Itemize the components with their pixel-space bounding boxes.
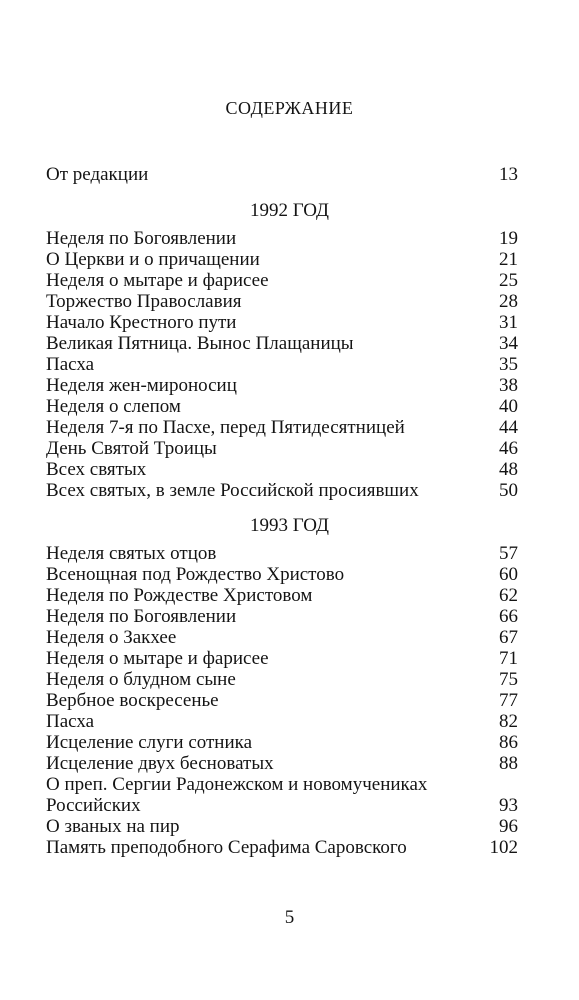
section-heading-1992: 1992 ГОД (250, 200, 329, 221)
toc-entry[interactable] (46, 564, 518, 586)
toc-entry[interactable] (46, 648, 518, 670)
toc-entry[interactable] (46, 774, 518, 796)
toc-entry-page: 19 (499, 228, 518, 249)
toc-entry-page: 57 (499, 543, 518, 564)
toc-entry-page: 13 (499, 164, 518, 185)
toc-entry[interactable] (46, 837, 518, 859)
toc-entry[interactable] (46, 543, 518, 565)
toc-entry-page: 88 (499, 753, 518, 774)
page-number: 5 (284, 907, 295, 928)
toc-entry-title: Пасха (46, 354, 95, 375)
toc-entry-title: Пасха (46, 711, 95, 732)
contents-title: СОДЕРЖАНИЕ (225, 98, 354, 118)
toc-entry[interactable] (46, 753, 518, 775)
toc-entry[interactable] (46, 795, 518, 817)
toc-entry[interactable] (46, 417, 518, 439)
toc-entry[interactable] (46, 375, 518, 397)
toc-entry[interactable] (46, 249, 518, 271)
toc-entry-page: 93 (499, 795, 518, 816)
toc-entry-page: 60 (499, 564, 518, 585)
toc-entry-title: О званых на пир (46, 816, 180, 837)
toc-entry-page: 75 (499, 669, 518, 690)
toc-entry-page: 86 (499, 732, 518, 753)
toc-entry-title: День Святой Троицы (46, 438, 217, 459)
toc-entry-page: 77 (499, 690, 518, 711)
toc-entry-title: Неделя по Богоявлении (46, 228, 237, 249)
toc-entry-title: От редакции (46, 164, 149, 185)
toc-entry-page: 71 (499, 648, 518, 669)
toc-entry-title: Неделя о слепом (46, 396, 181, 417)
toc-entry-page: 82 (499, 711, 518, 732)
toc-entry-page: 40 (499, 396, 518, 417)
toc-entry-page: 21 (499, 249, 518, 270)
toc-entry-title: Исцеление слуги сотника (46, 732, 253, 753)
toc-entry-title: О Церкви и о причащении (46, 249, 260, 270)
toc-entry-page: 48 (499, 459, 518, 480)
toc-entry-title: Всенощная под Рождество Христово (46, 564, 345, 585)
toc-entry-page: 38 (499, 375, 518, 396)
toc-entry-title: Торжество Православия (46, 291, 242, 312)
toc-entry-title: Вербное воскресенье (46, 690, 219, 711)
toc-entry-title: Начало Крестного пути (46, 312, 237, 333)
toc-entry[interactable] (46, 333, 518, 355)
toc-entry[interactable] (46, 711, 518, 733)
toc-entry-page: 66 (499, 606, 518, 627)
toc-entry[interactable] (46, 459, 518, 481)
toc-entry[interactable] (46, 270, 518, 292)
toc-entry-page: 44 (499, 417, 518, 438)
toc-entry-title: Великая Пятница. Вынос Плащаницы (46, 333, 354, 354)
toc-entry[interactable] (46, 228, 518, 250)
toc-entry[interactable] (46, 480, 518, 502)
toc-entry-page: 96 (499, 816, 518, 837)
toc-entry-title: Неделя по Рождестве Христовом (46, 585, 313, 606)
toc-entry[interactable] (46, 396, 518, 418)
toc-entry-title: Неделя о блудном сыне (46, 669, 236, 690)
toc-entry-page: 46 (499, 438, 518, 459)
toc-entry-page: 31 (499, 312, 518, 333)
toc-entry-intro[interactable] (46, 164, 518, 186)
toc-entry[interactable] (46, 669, 518, 691)
toc-entry[interactable] (46, 312, 518, 334)
toc-entry-page: 67 (499, 627, 518, 648)
toc-entry-title: Российских (46, 795, 141, 816)
toc-entry-page: 28 (499, 291, 518, 312)
toc-entry[interactable] (46, 354, 518, 376)
toc-entry-page: 34 (499, 333, 518, 354)
toc-entry[interactable] (46, 585, 518, 607)
toc-entry-page: 102 (489, 837, 518, 858)
toc-entry-title: Исцеление двух бесноватых (46, 753, 274, 774)
toc-entry-page: 25 (499, 270, 518, 291)
toc-entry[interactable] (46, 627, 518, 649)
toc-entry-title: О преп. Сергии Радонежском и новомучениках (46, 774, 428, 795)
toc-entry-title: Всех святых (46, 459, 147, 480)
toc-entry[interactable] (46, 606, 518, 628)
toc-entry[interactable] (46, 291, 518, 313)
toc-entry[interactable] (46, 438, 518, 460)
toc-entry[interactable] (46, 816, 518, 838)
toc-entry-title: Неделя о Закхее (46, 627, 177, 648)
toc-entry-title: Неделя о мытаре и фарисее (46, 648, 269, 669)
section-heading-1993: 1993 ГОД (250, 515, 329, 536)
toc-entry-title: Неделя 7-я по Пасхе, перед Пятидесятницей (46, 417, 405, 438)
toc-entry-page: 50 (499, 480, 518, 501)
toc-entry-page: 62 (499, 585, 518, 606)
toc-entry-page: 35 (499, 354, 518, 375)
toc-entry-title: Неделя жен-мироносиц (46, 375, 237, 396)
toc-entry-title: Всех святых, в земле Российской просиявших (46, 480, 419, 501)
toc-entry-title: Неделя по Богоявлении (46, 606, 237, 627)
toc-entry-title: Неделя о мытаре и фарисее (46, 270, 269, 291)
toc-entry[interactable] (46, 732, 518, 754)
toc-entry[interactable] (46, 690, 518, 712)
toc-entry-title: Память преподобного Серафима Саровского (46, 837, 407, 858)
toc-entry-title: Неделя святых отцов (46, 543, 217, 564)
